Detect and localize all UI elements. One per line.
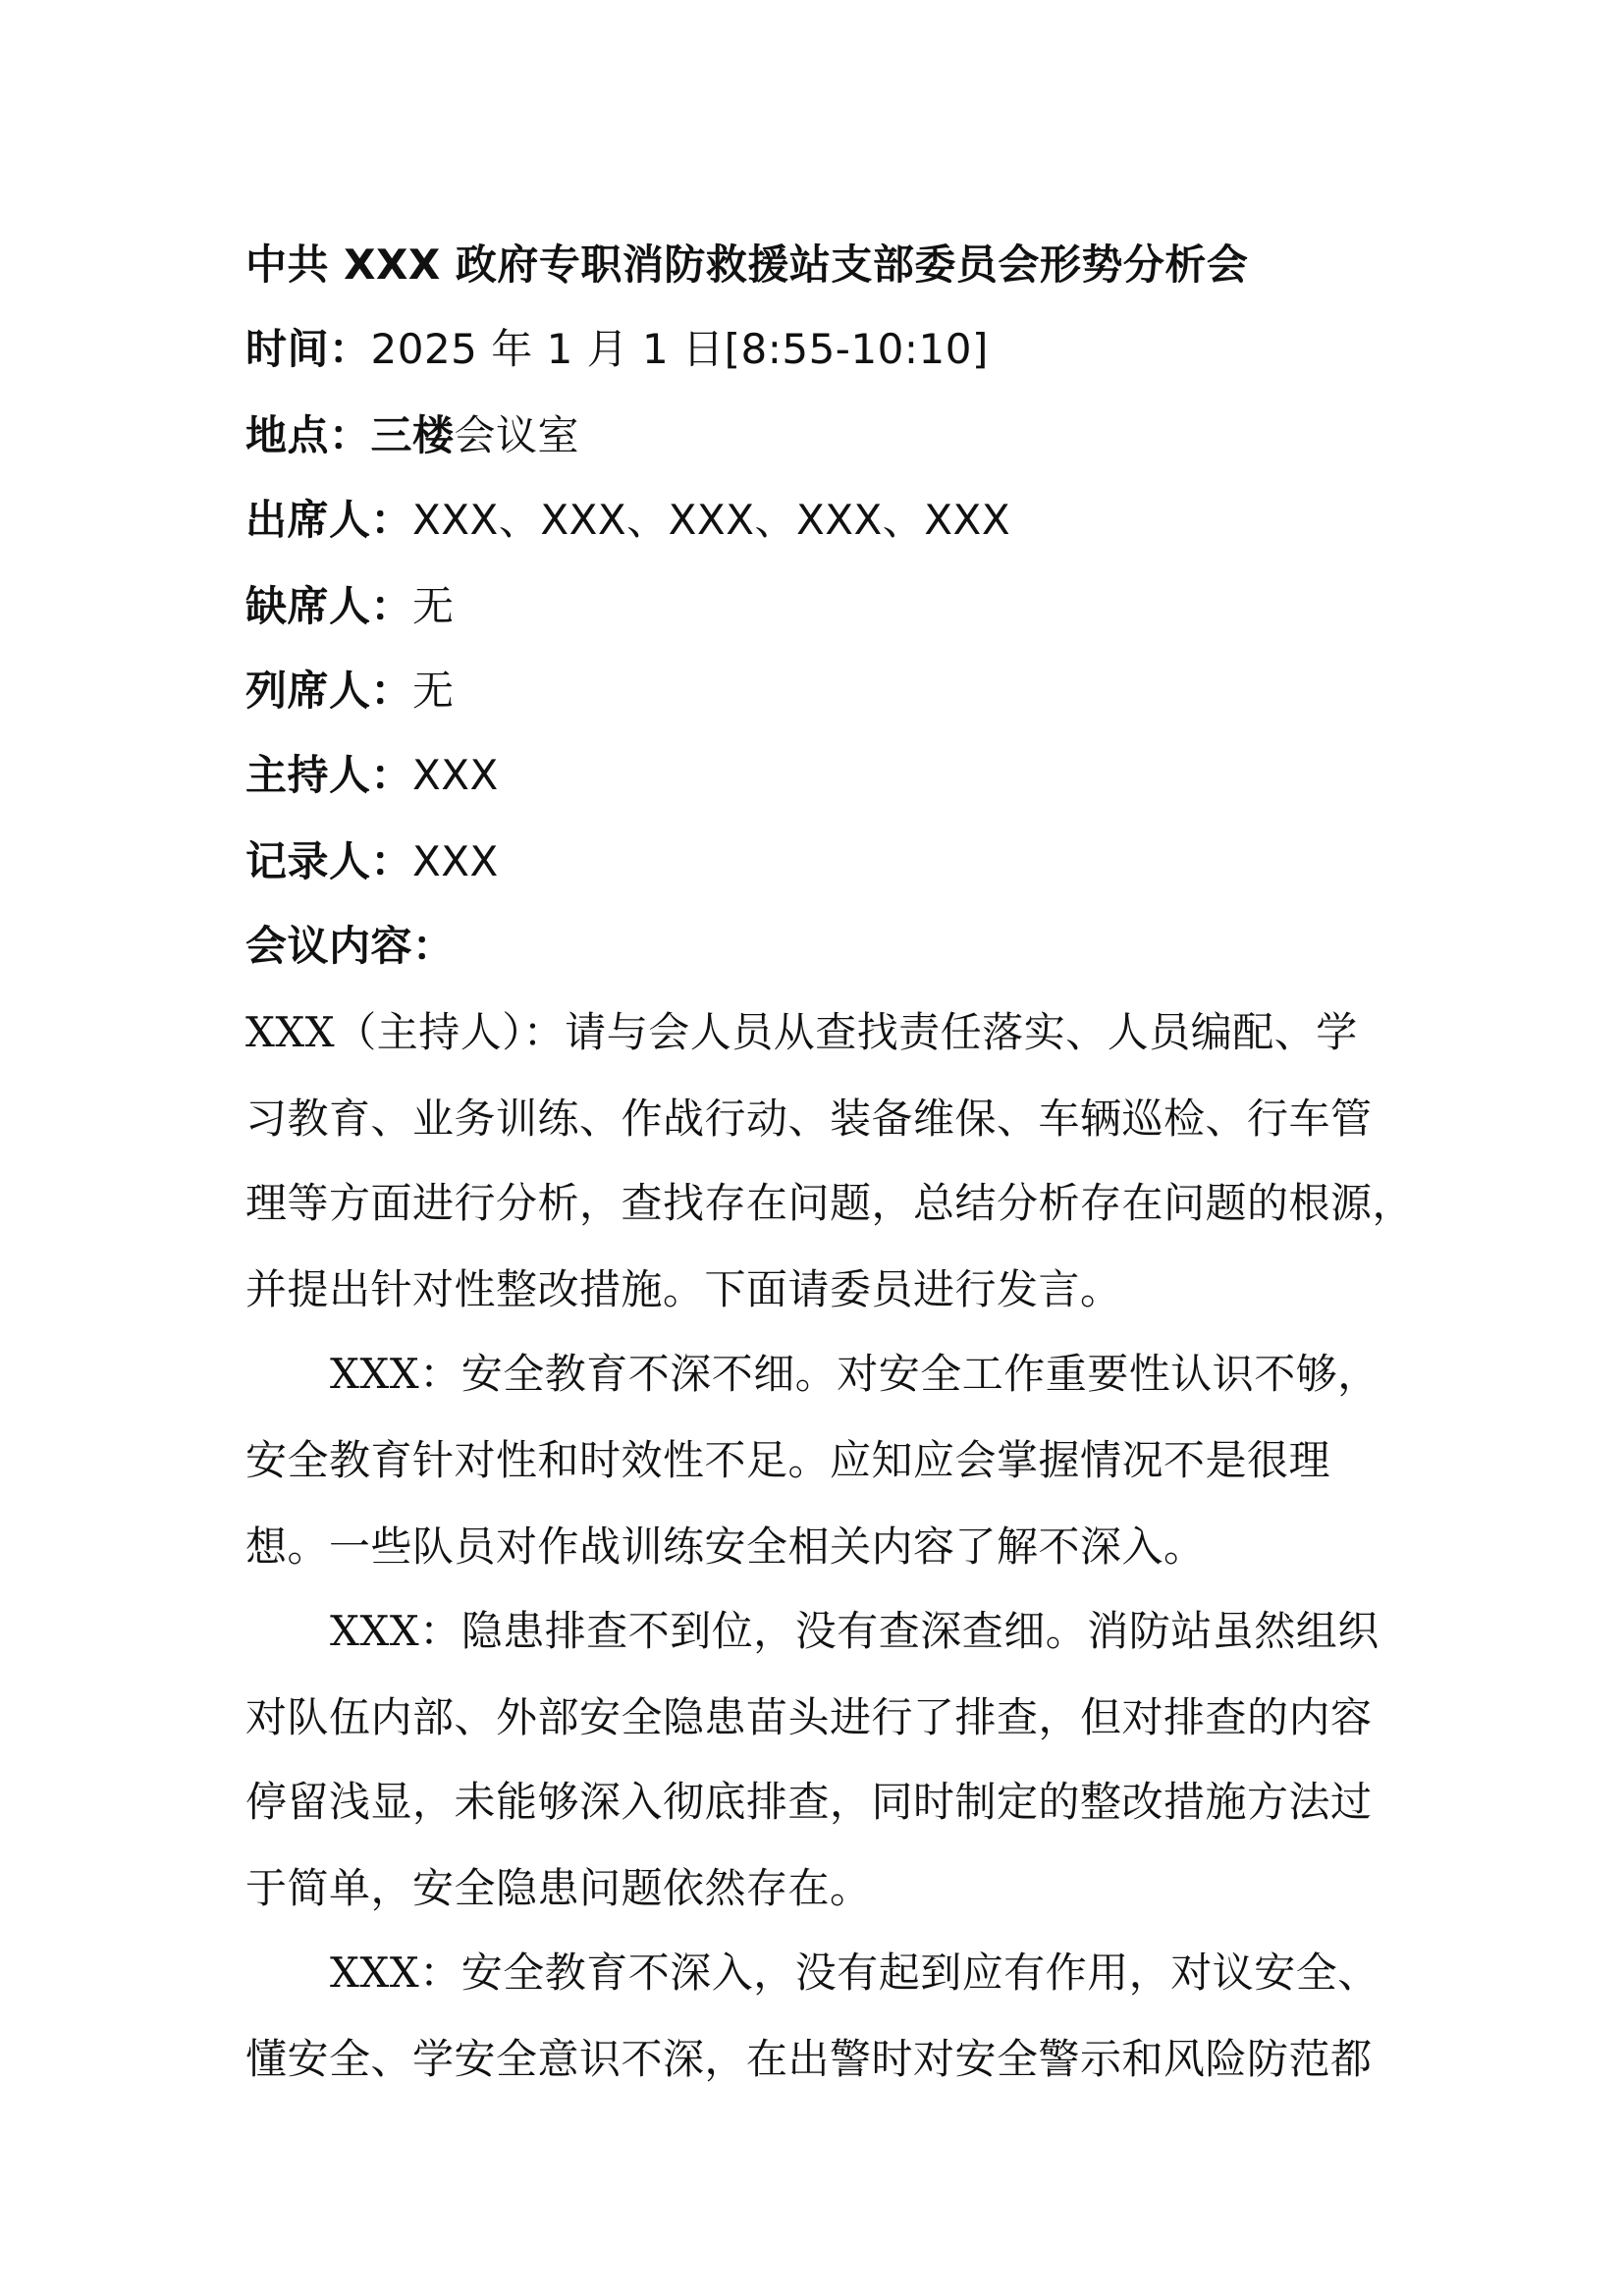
speaker-name: XXX [330,1949,420,1997]
recorder-label: 记录人： [245,837,413,885]
paragraph-4-line-1 [330,1944,1380,2002]
location-label: 地点： [245,411,371,459]
speaker-name: XXX [330,1350,420,1398]
paragraph-3-line-1 [330,1602,1380,1661]
meta-attendees [245,491,1010,550]
paragraph-2-line-2: 安全教育针对性和时效性不足。应知应会掌握情况不是很理 [245,1436,1331,1484]
observers-label: 列席人： [245,667,413,715]
meta-host [245,746,499,805]
document-title: 中共 XXX 政府专职消防救援站支部委员会形势分析会 [245,240,1249,289]
paragraph-3-line-2: 对队伍内部、外部安全隐患苗头进行了排查，但对排查的内容 [245,1693,1373,1741]
meta-location [245,406,579,465]
paragraph-text: ：隐患排查不到位，没有查深查细。消防站虽然组织 [419,1607,1380,1655]
paragraph-text: （主持人）：请与会人员从查找责任落实、人员编配、学 [335,1008,1358,1056]
absent-value: 无 [412,582,455,630]
host-label: 主持人： [245,751,413,799]
absent-label: 缺席人： [245,582,413,630]
observers-value: 无 [412,667,455,715]
paragraph-text: ：安全教育不深不细。对安全工作重要性认识不够， [419,1350,1380,1398]
attendees-value: XXX、XXX、XXX、XXX、XXX [412,496,1011,544]
paragraph-1-line-3: 理等方面进行分析，查找存在问题，总结分析存在问题的根源， [245,1179,1415,1227]
host-value: XXX [412,751,499,799]
paragraph-1-line-4: 并提出针对性整改措施。下面请委员进行发言。 [245,1265,1122,1313]
paragraph-1-line-1 [245,1003,1358,1062]
speaker-name: XXX [245,1008,336,1056]
speaker-name: XXX [330,1607,420,1655]
paragraph-4-line-2: 懂安全、学安全意识不深，在出警时对安全警示和风险防范都 [245,2035,1373,2083]
attendees-label: 出席人： [245,496,413,544]
paragraph-2-line-3: 想。一些队员对作战训练安全相关内容了解不深入。 [245,1522,1206,1571]
paragraph-text: ：安全教育不深入，没有起到应有作用，对议安全、 [419,1949,1380,1997]
paragraph-2-line-1 [330,1345,1380,1404]
content-heading: 会议内容： [245,922,455,970]
meta-observers [245,662,455,721]
paragraph-1-line-2: 习教育、业务训练、作战行动、装备维保、车辆巡检、行车管 [245,1095,1373,1143]
recorder-value: XXX [412,837,499,885]
paragraph-3-line-4: 于简单，安全隐患问题依然存在。 [245,1864,872,1912]
meta-absent [245,577,455,636]
location-rest: 会议室 [454,411,580,459]
meta-time [245,320,989,379]
paragraph-3-line-3: 停留浅显，未能够深入彻底排查，同时制定的整改措施方法过 [245,1778,1373,1826]
location-bold: 三楼 [370,411,455,459]
meta-recorder [245,832,499,891]
time-value: 2025 年 1 月 1 日[8:55-10:10] [370,325,989,373]
time-label: 时间： [245,325,371,373]
